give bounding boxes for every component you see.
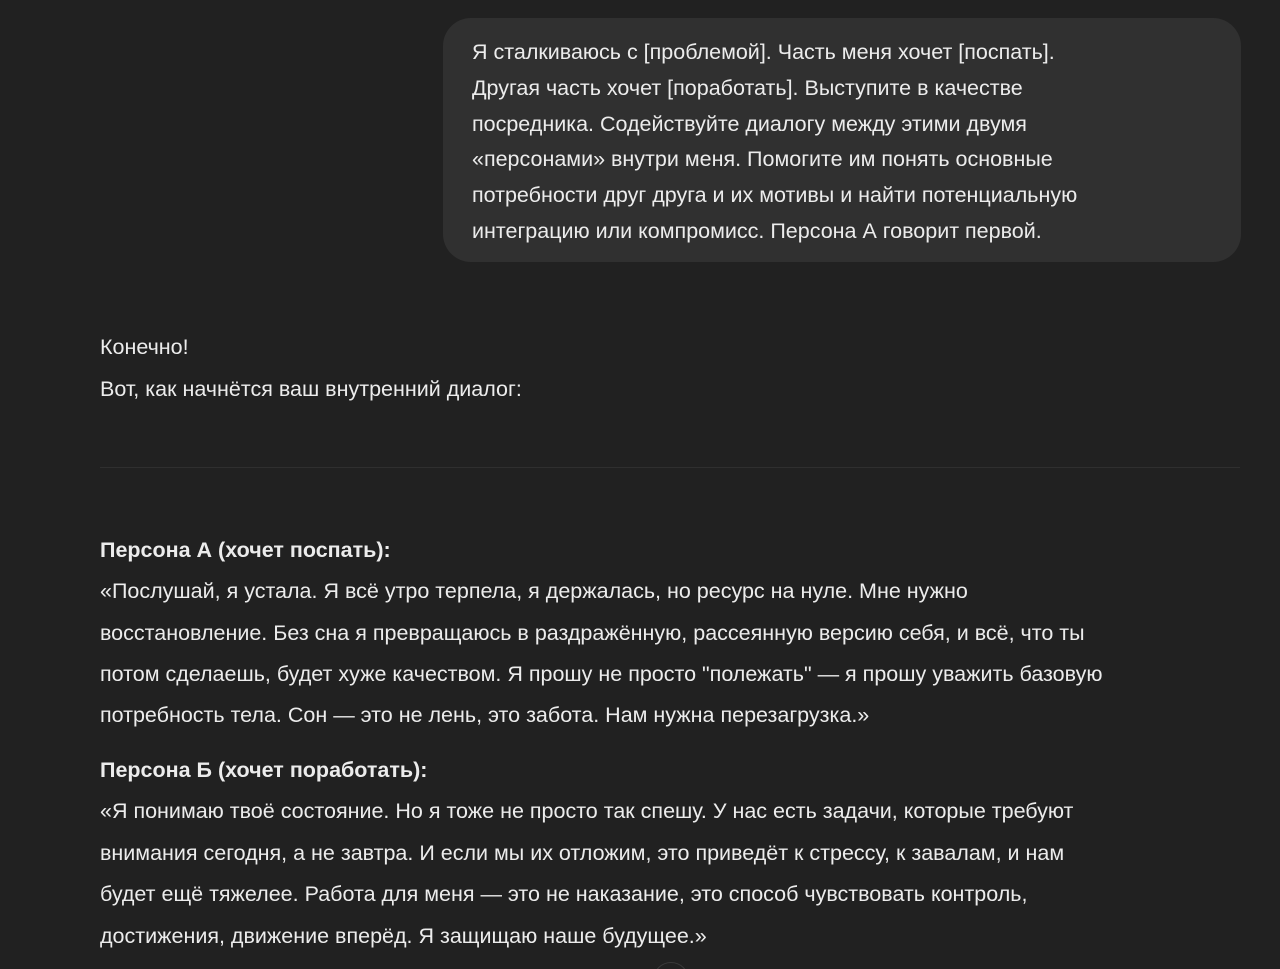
user-message-line: посредника. Содействуйте диалогу между этими двумя [472, 111, 1027, 136]
scroll-down-button[interactable] [653, 962, 689, 969]
persona-b-quote-line: внимания сегодня, а не завтра. И если мы их отложим, это приведёт к стрессу, к завалам, и нам [100, 841, 1065, 865]
persona-b-quote-line: будет ещё тяжелее. Работа для меня — это не наказание, это способ чувствовать контроль, [100, 882, 1028, 906]
assistant-intro-line: Вот, как начнётся ваш внутренний диалог: [100, 377, 522, 401]
persona-a-quote-line: восстановление. Без сна я превращаюсь в раздражённую, рассеянную версию себя, и всё, что ты [100, 621, 1085, 645]
user-message-line: потребности друг друга и их мотивы и найти потенциальную [472, 183, 1078, 208]
persona-a-quote-line: потом сделаешь, будет хуже качеством. Я прошу не просто "полежать" — я прошу уважить базовую [100, 662, 1103, 686]
user-message-line: Другая часть хочет [поработать]. Выступите в качестве [472, 75, 1023, 100]
persona-b-quote-line: достижения, движение вперёд. Я защищаю наше будущее.» [100, 924, 707, 948]
user-message-line: интеграцию или компромисс. Персона А говорит первой. [472, 218, 1042, 243]
divider [100, 467, 1240, 468]
user-message-bubble [443, 18, 1241, 262]
user-message-line: Я сталкиваюсь с [проблемой]. Часть меня хочет [поспать]. [472, 40, 1055, 64]
persona-b-quote-line: «Я понимаю твоё состояние. Но я тоже не просто так спешу. У нас есть задачи, которые требуют [100, 799, 1074, 823]
assistant-intro-line: Конечно! [100, 335, 189, 359]
persona-a-heading: Персона А (хочет поспать): [100, 538, 391, 562]
persona-b-heading: Персона Б (хочет поработать): [100, 758, 428, 782]
persona-a-quote-line: «Послушай, я устала. Я всё утро терпела, я держалась, но ресурс на нуле. Мне нужно [100, 579, 968, 603]
user-message-line: «персонами» внутри меня. Помогите им понять основные [472, 147, 1053, 172]
persona-a-quote-line: потребность тела. Сон — это не лень, это забота. Нам нужна перезагрузка.» [100, 703, 870, 727]
